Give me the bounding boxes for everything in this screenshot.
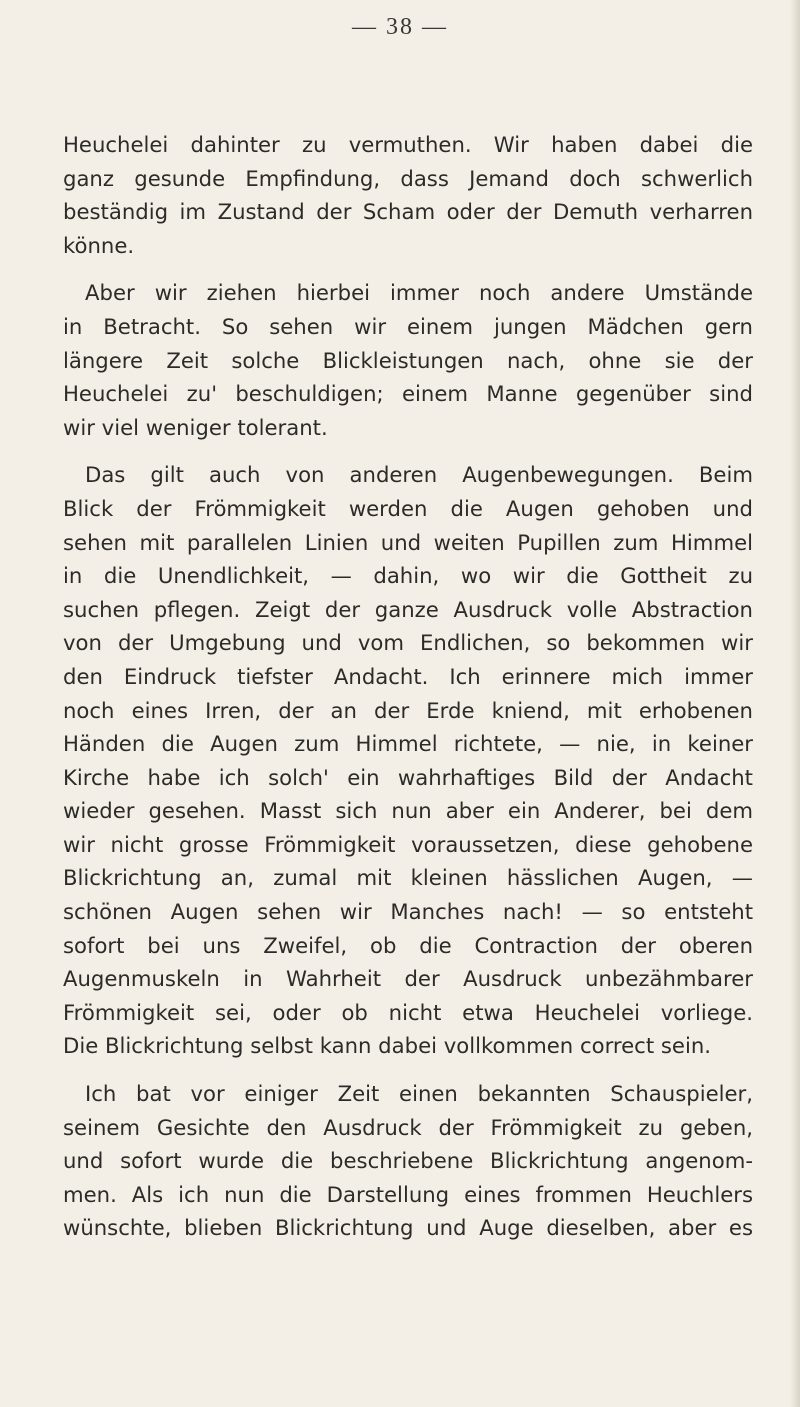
- text-line: und sofort wurde die beschriebene Blickrichtung angenom-: [63, 1148, 753, 1174]
- paragraph-1: [63, 128, 753, 262]
- text-line: Heuchelei zu' beschuldigen; einem Manne gegenüber sind: [63, 381, 753, 407]
- paragraph-4: [63, 1077, 753, 1245]
- text-line: in Betracht. So sehen wir einem jungen Mädchen gern: [63, 313, 753, 339]
- text-line: schönen Augen sehen wir Manches nach! — so entsteht: [63, 899, 753, 925]
- text-line: Kirche habe ich solch' ein wahrhaftiges Bild der Andacht: [63, 764, 753, 790]
- text-line: Blickrichtung an, zumal mit kleinen hässlichen Augen, —: [63, 865, 753, 891]
- paragraph-3: [63, 458, 753, 1063]
- text-line: Heuchelei dahinter zu vermuthen. Wir haben dabei die: [63, 132, 753, 157]
- text-line: von der Umgebung und vom Endlichen, so bekommen wir: [63, 630, 753, 656]
- text-line: wieder gesehen. Masst sich nun aber ein Anderer, bei dem: [63, 798, 753, 824]
- body-text: [63, 128, 753, 1245]
- page-edge-shadow: [790, 0, 800, 1407]
- text-line: noch eines Irren, der an der Erde kniend, mit erhobenen: [63, 697, 753, 723]
- text-line: den Eindruck tiefster Andacht. Ich erinnere mich immer: [63, 663, 753, 689]
- text-line: Blick der Frömmigkeit werden die Augen gehoben und: [63, 495, 753, 521]
- text-line: Aber wir ziehen hierbei immer noch andere Umstände: [85, 280, 753, 306]
- paragraph-2: [63, 276, 753, 444]
- text-line: Ich bat vor einiger Zeit einen bekannten Schauspieler,: [85, 1081, 753, 1107]
- text-line: Frömmigkeit sei, oder ob nicht etwa Heuchelei vorliege.: [63, 999, 753, 1025]
- text-line: Die Blickrichtung selbst kann dabei vollkommen correct sein.: [63, 1033, 711, 1059]
- text-line: sofort bei uns Zweifel, ob die Contraction der oberen: [63, 932, 753, 958]
- text-line: beständig im Zustand der Scham oder der Demuth verharren: [63, 199, 753, 225]
- text-line: men. Als ich nun die Darstellung eines frommen Heuchlers: [63, 1181, 753, 1207]
- page-number: — 38 —: [352, 14, 448, 40]
- text-line: suchen pflegen. Zeigt der ganze Ausdruck volle Abstraction: [63, 596, 753, 622]
- text-line: wir viel weniger tolerant.: [63, 414, 328, 440]
- text-line: ganz gesunde Empfindung, dass Jemand doch schwerlich: [63, 165, 753, 191]
- text-line: sehen mit parallelen Linien und weiten Pupillen zum Himmel: [63, 529, 753, 555]
- text-line: könne.: [63, 232, 135, 258]
- text-line: Händen die Augen zum Himmel richtete, — nie, in keiner: [63, 731, 753, 757]
- text-line: längere Zeit solche Blickleistungen nach, ohne sie der: [63, 347, 753, 373]
- text-line: Augenmuskeln in Wahrheit der Ausdruck unbezähmbarer: [63, 966, 753, 992]
- text-line: wünschte, blieben Blickrichtung und Auge dieselben, aber es: [63, 1215, 753, 1241]
- text-line: in die Unendlichkeit, — dahin, wo wir die Gottheit zu: [63, 563, 753, 589]
- text-line: wir nicht grosse Frömmigkeit voraussetzen, diese gehobene: [63, 831, 753, 857]
- text-line: Das gilt auch von anderen Augenbewegungen. Beim: [85, 462, 753, 488]
- text-line: seinem Gesichte den Ausdruck der Frömmigkeit zu geben,: [63, 1114, 753, 1140]
